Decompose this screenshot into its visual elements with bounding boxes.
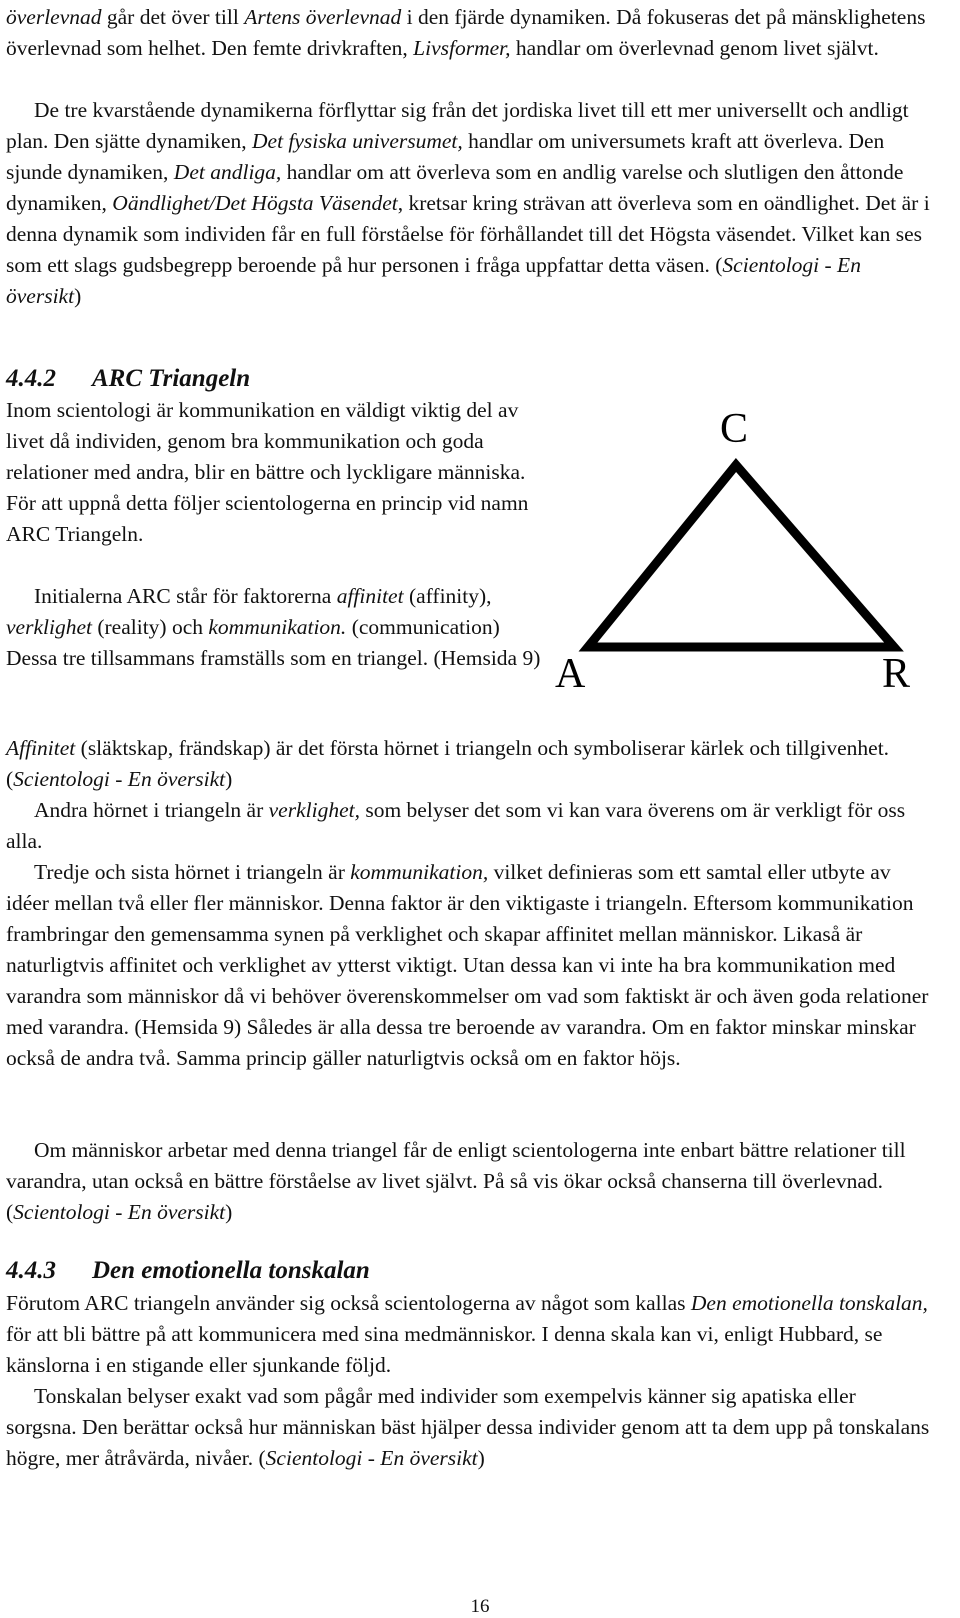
triangle-shape [588,465,894,647]
triangle-vertex-a: A [555,651,586,697]
paragraph-dynamics-4-5: överlevnad går det över till Artens överlevnad i den fjärde dynamiken. Då fokuseras det på mänsklighetens överlevnad som helhet. Den femte drivkraften, Livsformer, handlar om överlevnad genom livet självt. [6,5,926,60]
triangle-vertex-c: C [720,406,749,452]
paragraph-kommunikation: Tredje och sista hörnet i triangeln är kommunikation, vilket definieras som ett samtal eller utbyte av idéer mellan två eller fler människor. Denna faktor är den viktigaste i triangeln. Eftersom kommunikation frambringar den gemensamma synen på verklighet och skapar affinitet mellan människor. Likaså är naturligtvis affinitet och verklighet av ytterst viktigt. Utan dessa kan vi inte ha bra kommunikation med varandra som människor då vi behöver överenskommelser om vad som faktiskt är och även goda relationer med varandra. (Hemsida 9) Således är alla dessa tre beroende av varandra. Om en faktor minskar minskar också de andra två. Samma princip gäller naturligtvis också om en faktor höjs. [6,860,929,1070]
paragraph-tonskala-intro: Förutom ARC triangeln använder sig också scientologerna av något som kallas Den emotionella tonskalan, för att bli bättre på att kommunicera med sina medmänniskor. I denna skala kan vi, enligt Hubbard, se känslorna i en stigande eller sjunkande följd. [6,1291,928,1377]
triangle-vertex-r: R [882,651,911,697]
paragraph-triangle-work: Om människor arbetar med denna triangel får de enligt scientologerna inte enbart bättre relationer till varandra, utan också en bättre förståelse av livet självt. På så vis ökar också chanserna till överlevnad. (Scientologi - En översikt) [6,1138,906,1224]
paragraph-dynamics-6-8: De tre kvarstående dynamikerna förflyttar sig från det jordiska livet till ett mer universellt och andligt plan. Den sjätte dynamiken, Det fysiska universumet, handlar om universumets kraft att överleva. Den sjunde dynamiken, Det andliga, handlar om att överleva som en andlig varelse och slutligen den åttonde dynamiken, Oändlighet/Det Högsta Väsendet, kretsar kring strävan att överleva som en oändlighet. Det är i denna dynamik som individen får en full förståelse för förhållandet till det Högsta väsendet. Vilket kan ses som ett slags gudsbegrepp beroende på hur personen i fråga uppfattar detta väsen. (Scientologi - En översikt) [6,98,930,308]
arc-triangle-figure [555,404,950,724]
paragraph-tonskala-detail: Tonskalan belyser exakt vad som pågår med individer som exempelvis känner sig apatiska eller sorgsna. Den berättar också hur människan bäst hjälper dessa individer genom att ta dem upp på tonskalans högre, mer åtråvärda, nivåer. (Scientologi - En översikt) [6,1384,930,1470]
paragraph-verklighet: Andra hörnet i triangeln är verklighet, som belyser det som vi kan vara överens om är verkligt för oss alla. [6,798,906,853]
paragraph-arc-intro: Inom scientologi är kommunikation en väldigt viktig del av livet då individen, genom bra kommunikation och goda relationer med andra, blir en bättre och lyckligare människa. För att uppnå detta följer scientologerna en princip vid namn ARC Triangeln. [6,398,529,546]
page-number: 16 [470,1596,490,1617]
section-heading-arc: 4.4.2 ARC Triangeln [6,365,251,392]
paragraph-affinitet: Affinitet (släktskap, frändskap) är det första hörnet i triangeln och symboliserar kärlek och tillgivenhet. (Scientologi - En översikt) [6,736,890,791]
section-heading-tonskala: 4.4.3 Den emotionella tonskalan [6,1257,370,1284]
paragraph-arc-initials: Initialerna ARC står för faktorerna affinitet (affinity), verklighet (reality) och kommunikation. (communication) Dessa tre tillsammans framställs som en triangel. (Hemsida 9) [6,584,541,670]
